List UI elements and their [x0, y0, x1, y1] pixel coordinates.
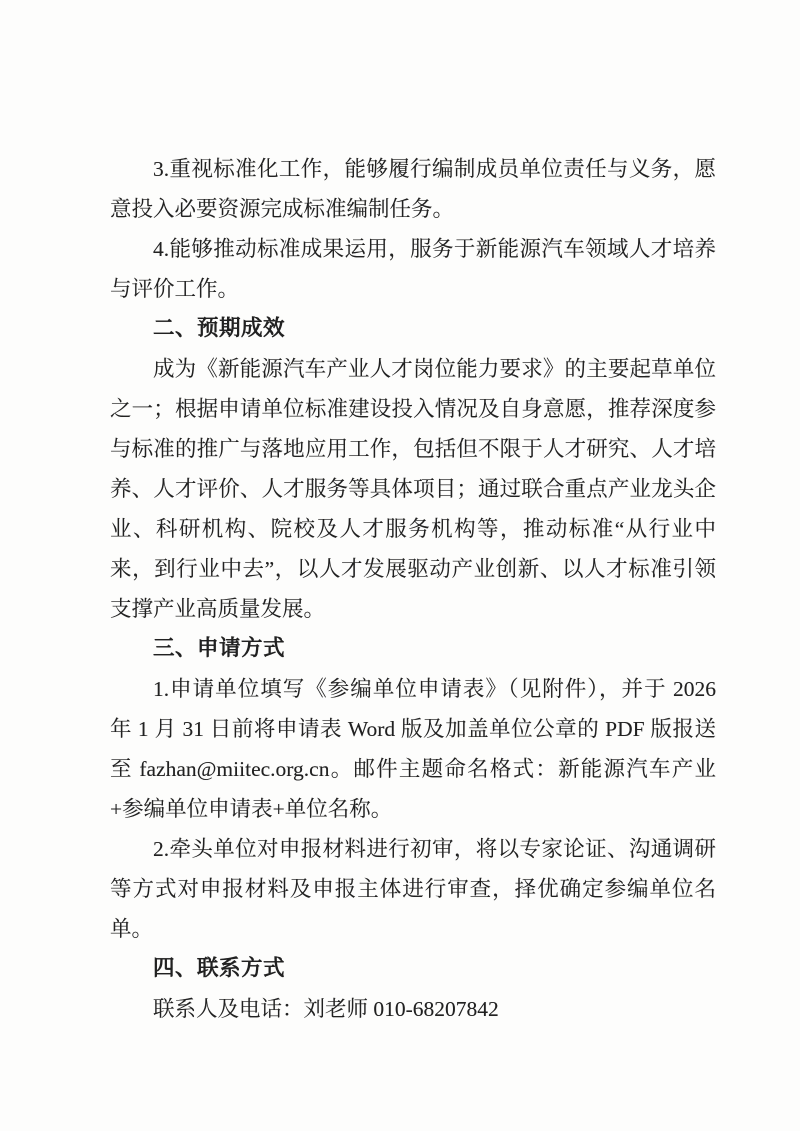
paragraph: 3.重视标准化工作，能够履行编制成员单位责任与义务，愿意投入必要资源完成标准编制任务。 [110, 157, 716, 221]
section-heading: 四、联系方式 [153, 956, 286, 981]
section-heading: 二、预期成效 [153, 316, 286, 341]
paragraph: 成为《新能源汽车产业人才岗位能力要求》的主要起草单位之一；根据申请单位标准建设投入情况及自身意愿，推荐深度参与标准的推广与落地应用工作，包括但不限于人才研究、人才培养、人才评价、人才服务等具体项目；通过联合重点产业龙头企业、科研机构、院校及人才服务机构等，推动标准“从行业中来，到行业中去”，以人才发展驱动产业创新、以人才标准引领支撑产业高质量发展。 [110, 357, 716, 621]
paragraph: 2.牵头单位对申报材料进行初审，将以专家论证、沟通调研等方式对申报材料及申报主体进行审查，择优确定参编单位名单。 [110, 837, 716, 941]
section-heading: 三、申请方式 [153, 636, 286, 661]
paragraph: 联系人及电话：刘老师 010-68207842 [153, 997, 499, 1021]
document-body [110, 149, 716, 1029]
paragraph: 1.申请单位填写《参编单位申请表》（见附件），并于 2026 年 1 月 31 日前将申请表 Word 版及加盖单位公章的 PDF 版报送至 fazhan@miitec.org.cn。邮件主题命名格式：新能源汽车产业+参编单位申请表+单位名称。 [110, 677, 716, 821]
paragraph: 4.能够推动标准成果运用，服务于新能源汽车领域人才培养与评价工作。 [110, 237, 716, 301]
